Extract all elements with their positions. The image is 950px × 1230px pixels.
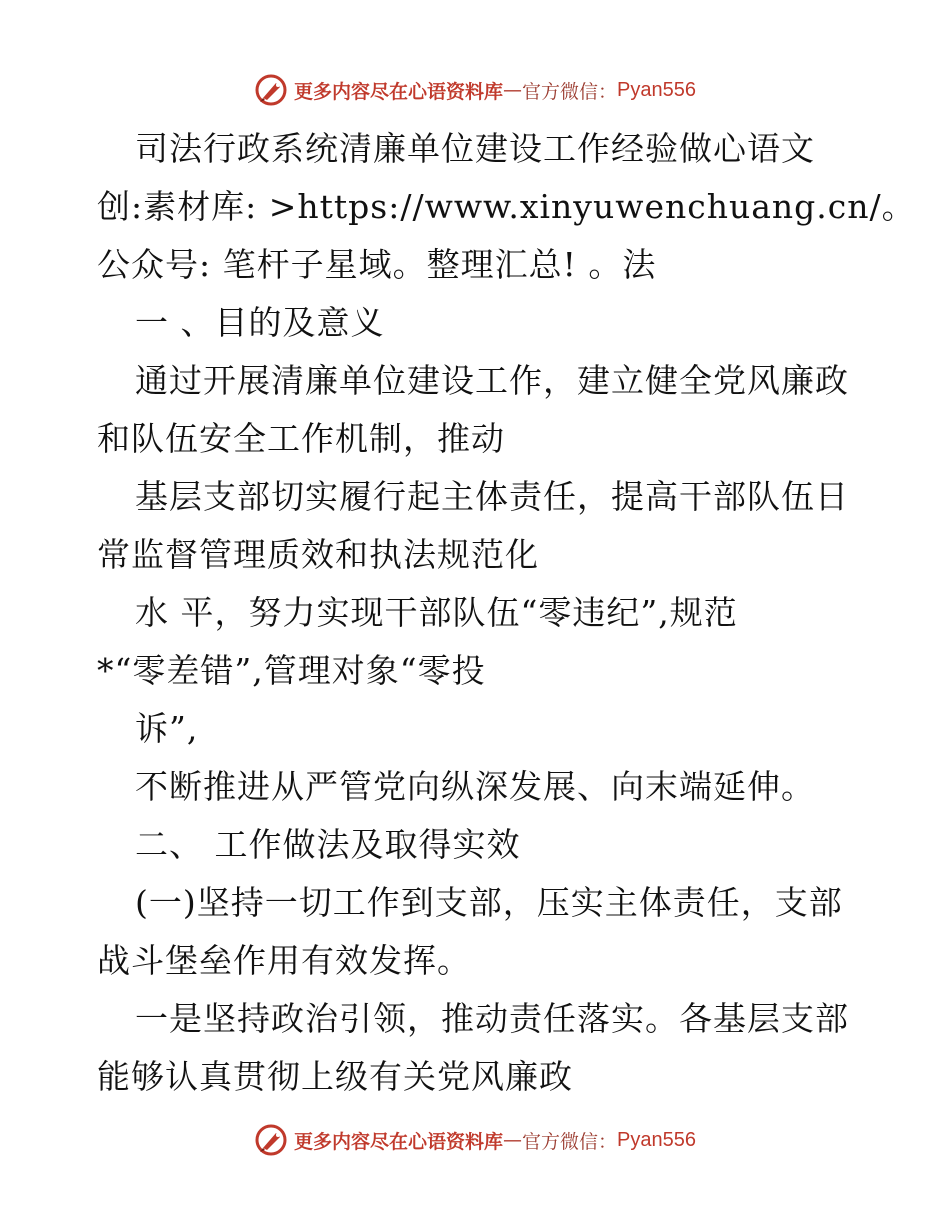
document-body — [97, 120, 916, 1106]
footer-banner — [0, 1120, 950, 1160]
banner-site-text: 更多内容尽在心语资料库 — [294, 80, 504, 103]
doc-line-16: 一是坚持政治引领，推动责任落实。各基层支部 — [135, 999, 849, 1038]
banner-wechat-id: Pyan556 — [617, 78, 696, 101]
subsection-heading-1: (一)坚持一切工作到支部，压实主体责任，支部 — [135, 883, 843, 922]
doc-line-10: *“零差错”,管理对象“零投 — [97, 651, 486, 690]
section-heading-1: 一 、目的及意义 — [135, 303, 385, 342]
header-banner — [0, 70, 950, 110]
banner-dash: — — [503, 79, 523, 101]
doc-line-17: 能够认真贯彻上级有关党风廉政 — [97, 1057, 573, 1096]
doc-line-7: 基层支部切实履行起主体责任，提高干部队伍日 — [135, 477, 849, 516]
doc-line-3: 公众号: 笔杆子星域。整理汇总! 。法 — [97, 245, 657, 284]
doc-line-2: 创:素材库: >https://www.xinyuwenchuang.cn/。 — [97, 187, 916, 226]
doc-line-12: 不断推进从严管党向纵深发展、向末端延伸。 — [135, 767, 815, 806]
banner-site-text: 更多内容尽在心语资料库 — [294, 1130, 504, 1153]
doc-line-5: 通过开展清廉单位建设工作，建立健全党风廉政 — [135, 361, 849, 400]
doc-line-6: 和队伍安全工作机制，推动 — [97, 419, 505, 458]
section-heading-2: 二、 工作做法及取得实效 — [135, 825, 521, 864]
doc-line-15: 战斗堡垒作用有效发挥。 — [97, 941, 471, 980]
doc-line-1: 司法行政系统清廉单位建设工作经验做心语文 — [135, 129, 815, 168]
pen-nib-logo-icon — [254, 73, 288, 107]
doc-line-11: 诉”, — [135, 709, 199, 748]
banner-dash: — — [503, 1129, 523, 1151]
banner-wechat-label: 官方微信： — [522, 1130, 618, 1153]
doc-line-9: 水 平，努力实现干部队伍“零违纪”,规范 — [135, 593, 738, 632]
banner-wechat-id: Pyan556 — [617, 1128, 696, 1151]
pen-nib-logo-icon — [254, 1123, 288, 1157]
banner-wechat-label: 官方微信： — [522, 80, 618, 103]
doc-line-8: 常监督管理质效和执法规范化 — [97, 535, 539, 574]
